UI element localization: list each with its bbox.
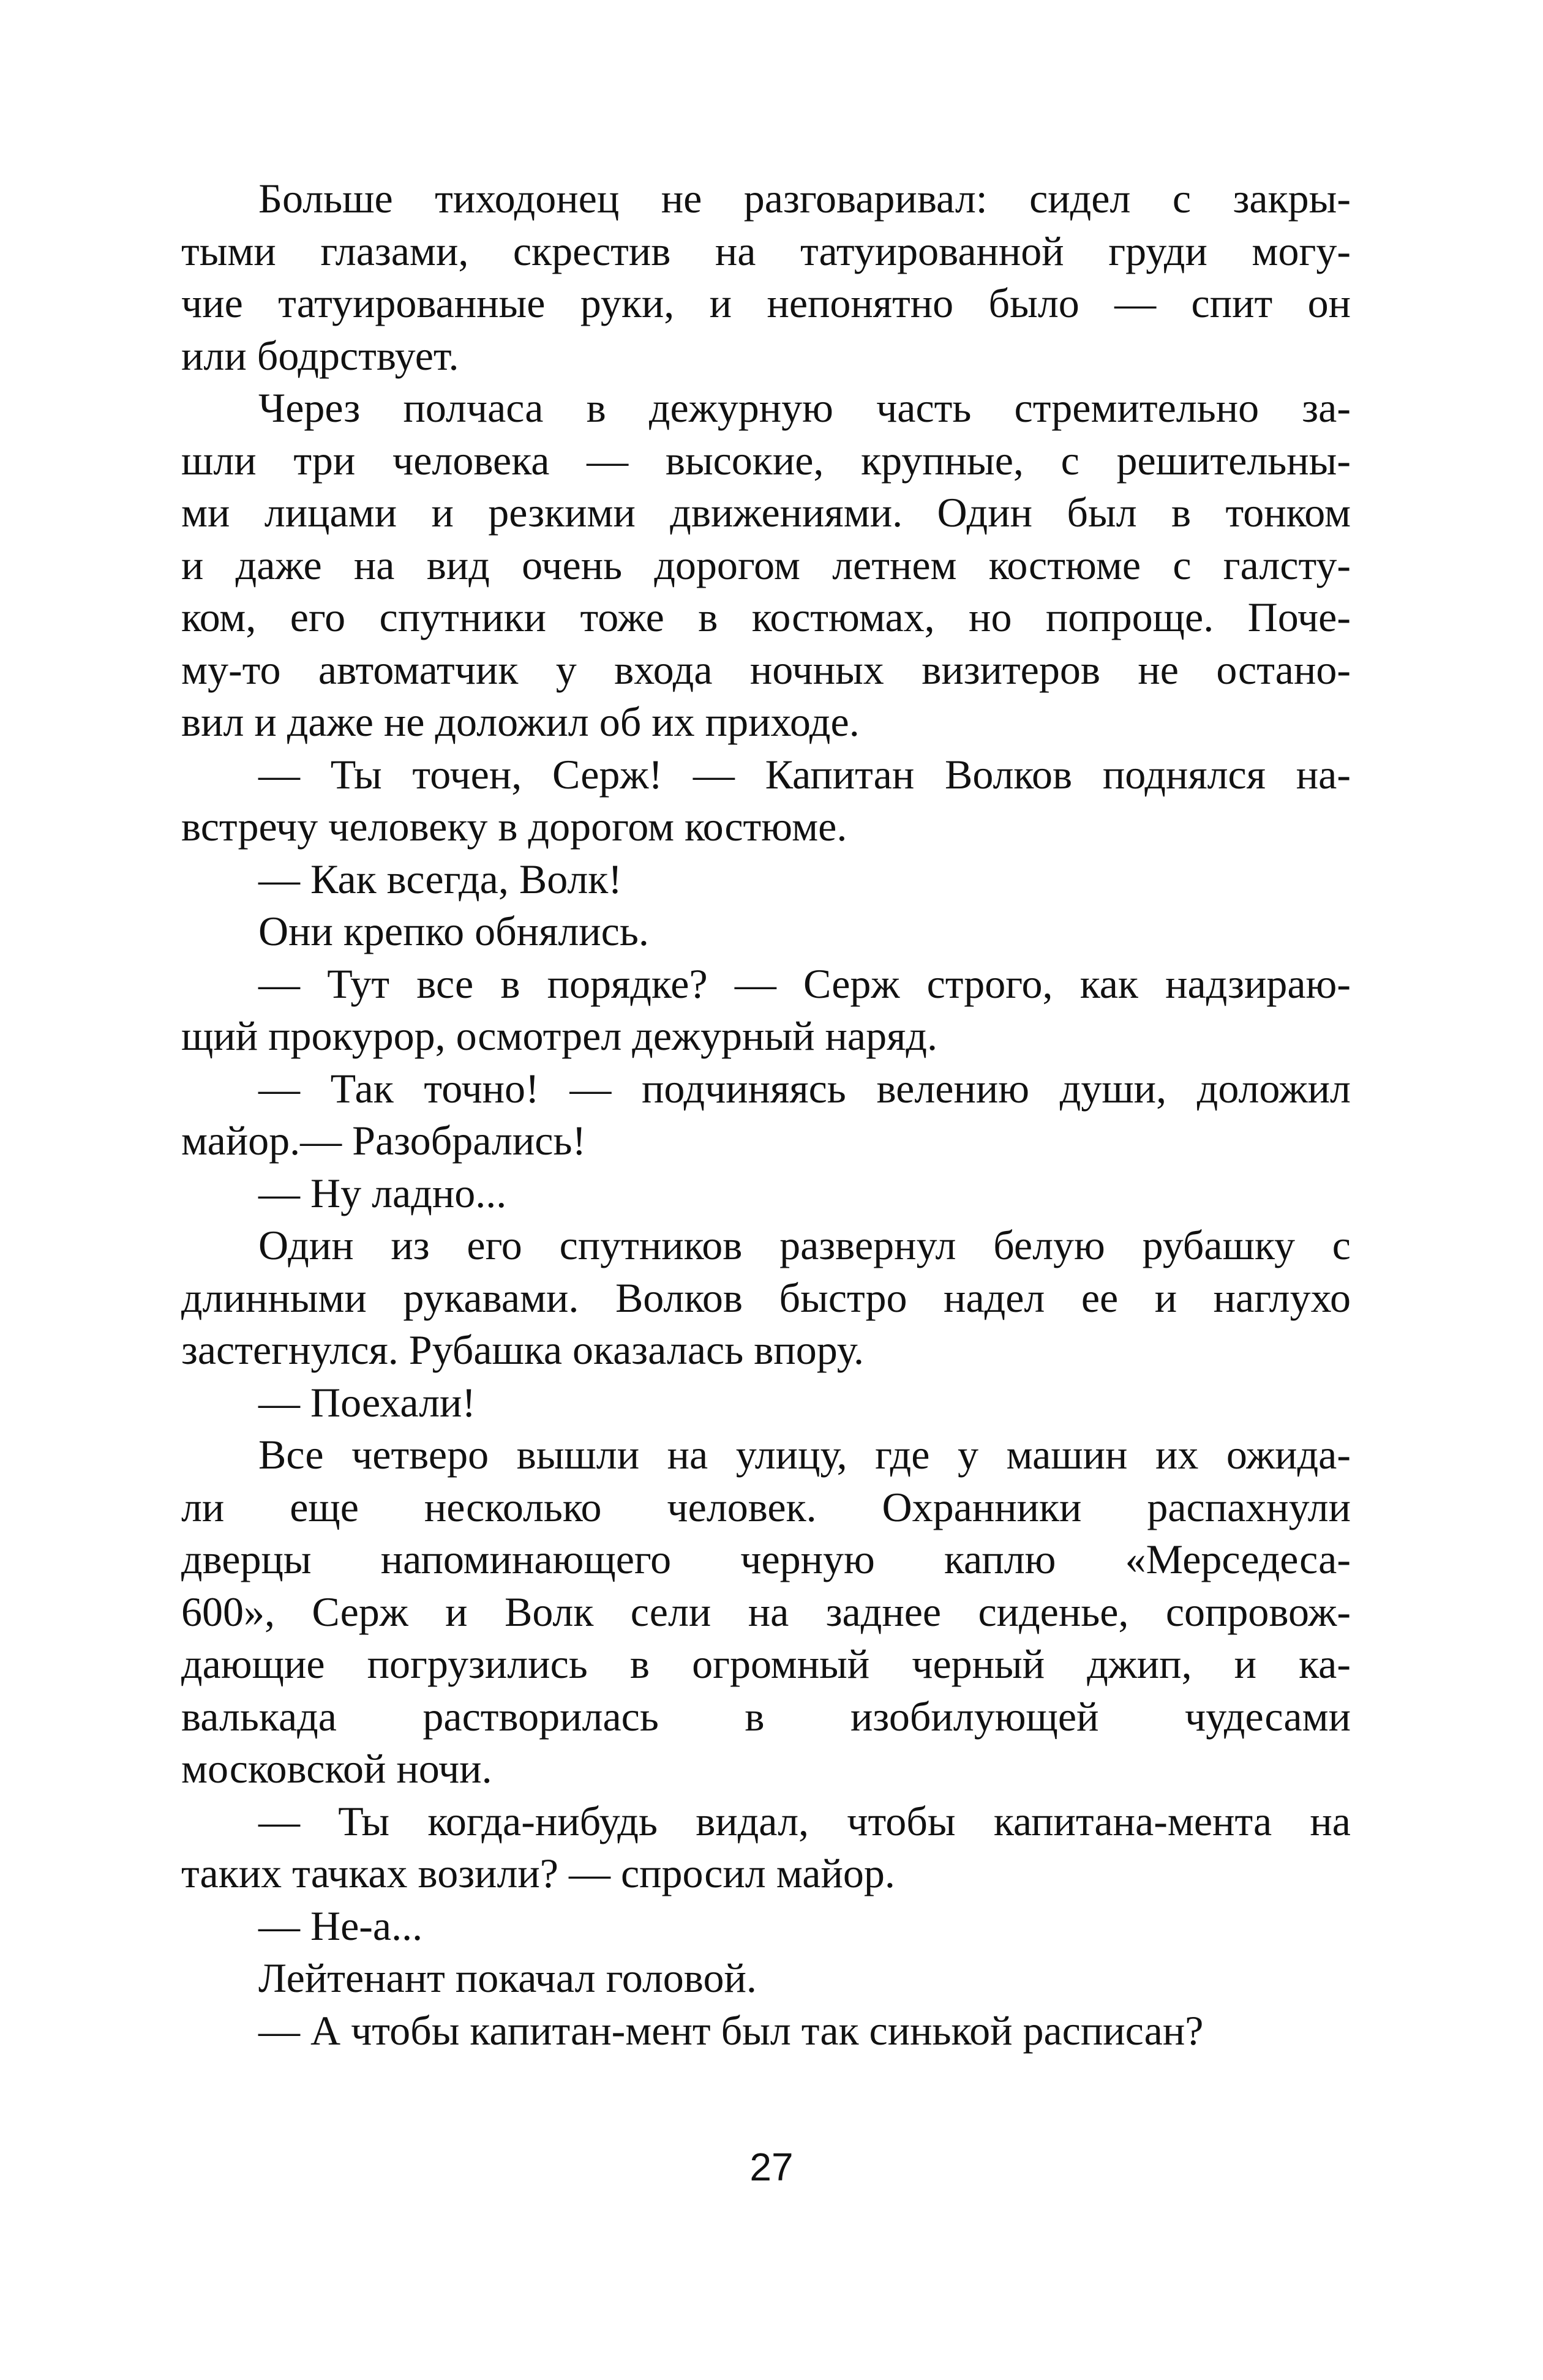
text-line: Все четверо вышли на улицу, где у машин их ожида- xyxy=(258,1431,1351,1478)
page-number: 27 xyxy=(749,2145,794,2189)
text-line: му-то автоматчик у входа ночных визитеров не остано- xyxy=(181,646,1351,693)
text-line: длинными рукавами. Волков быстро надел ее и наглухо xyxy=(181,1274,1351,1321)
text-line: дверцы напоминающего черную каплю «Мерседеса- xyxy=(181,1536,1351,1582)
text-line: шли три человека — высокие, крупные, с решительны- xyxy=(181,436,1351,484)
text-line: Лейтенант покачал головой. xyxy=(258,1955,757,2001)
text-line: вил и даже не доложил об их приходе. xyxy=(181,698,860,745)
text-line: или бодрствует. xyxy=(181,332,459,379)
text-line: — Ты точен, Серж! — Капитан Волков поднялся на- xyxy=(258,750,1351,798)
text-line: — Ты когда-нибудь видал, чтобы капитана-мента на xyxy=(258,1797,1351,1844)
text-line: майор.— Разобрались! xyxy=(181,1117,587,1164)
text-line: тыми глазами, скрестив на татуированной груди могу- xyxy=(181,227,1351,274)
text-line: щий прокурор, осмотрел дежурный наряд. xyxy=(181,1012,937,1059)
text-line: московской ночи. xyxy=(181,1745,492,1792)
text-line: — Как всегда, Волк! xyxy=(258,855,622,902)
text-line: таких тачках возили? — спросил майор. xyxy=(181,1850,895,1896)
text-line: Один из его спутников развернул белую рубашку с xyxy=(258,1222,1351,1268)
text-line: ли еще несколько человек. Охранники распахнули xyxy=(181,1483,1351,1530)
text-line: и даже на вид очень дорогом летнем костюме с галсту- xyxy=(181,541,1351,588)
text-line: — Ну ладно... xyxy=(258,1169,507,1216)
text-line: застегнулся. Рубашка оказалась впору. xyxy=(181,1327,864,1373)
text-line: 600», Серж и Волк сели на заднее сиденье, сопровож- xyxy=(181,1588,1351,1635)
text-line: Через полчаса в дежурную часть стремительно за- xyxy=(258,384,1351,431)
body-text xyxy=(181,173,1351,2057)
text-line: Больше тиходонец не разговаривал: сидел с закры- xyxy=(258,175,1351,222)
text-line: чие татуированные руки, и непонятно было — спит он xyxy=(181,280,1351,326)
text-line: валькада растворилась в изобилующей чудесами xyxy=(181,1693,1351,1740)
text-line: ком, его спутники тоже в костюмах, но попроще. Поче- xyxy=(181,594,1351,640)
text-line: — А чтобы капитан-мент был так синькой расписан? xyxy=(258,2007,1204,2054)
text-line: ми лицами и резкими движениями. Один был в тонком xyxy=(181,489,1351,536)
text-line: — Тут все в порядке? — Серж строго, как надзираю- xyxy=(258,960,1351,1007)
text-line: — Не-а... xyxy=(258,1902,423,1949)
text-line: встречу человеку в дорогом костюме. xyxy=(181,803,847,850)
text-line: — Так точно! — подчиняясь велению души, доложил xyxy=(258,1065,1351,1112)
text-line: Они крепко обнялись. xyxy=(258,908,649,954)
text-line: — Поехали! xyxy=(258,1379,476,1426)
text-line: дающие погрузились в огромный черный джип, и ка- xyxy=(181,1641,1351,1687)
